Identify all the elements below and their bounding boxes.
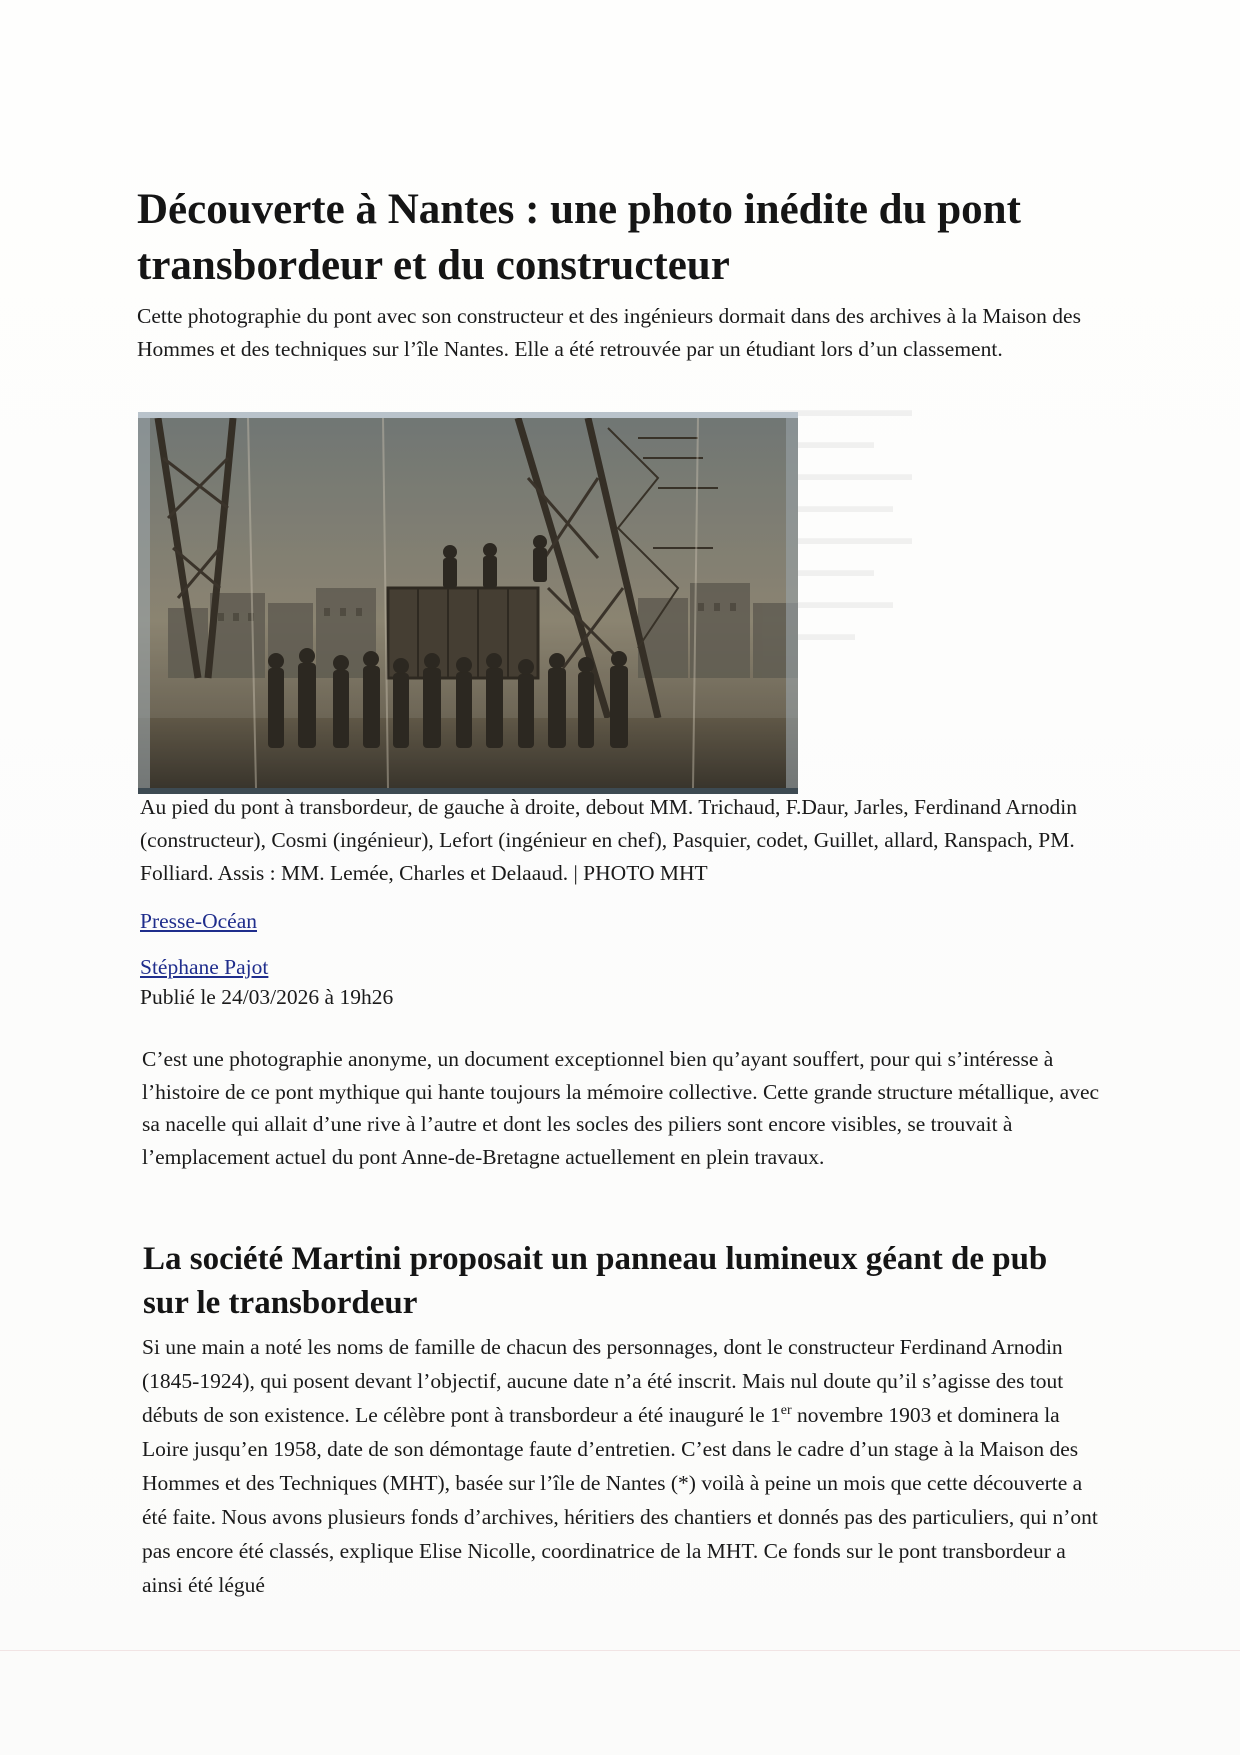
section-heading: La société Martini proposait un panneau lumineux géant de pub sur le transbordeur xyxy=(143,1241,1048,1321)
article-lede: Cette photographie du pont avec son constructeur et des ingénieurs dormait dans des archives à la Maison des Hommes et des techniques sur l’île Nantes. Elle a été retrouvée par un étudiant lors d’un classement. xyxy=(137,304,1081,361)
article-title: Découverte à Nantes : une photo inédite du pont transbordeur et du constructeur xyxy=(137,186,1021,289)
publication-link[interactable]: Presse-Océan xyxy=(140,909,258,933)
author-link[interactable]: Stéphane Pajot xyxy=(140,955,269,979)
publish-date: Publié le 24/03/2026 à 19h26 xyxy=(140,985,394,1009)
photo-caption: Au pied du pont à transbordeur, de gauche à droite, debout MM. Trichaud, F.Daur, Jarles, Ferdinand Arnodin (constructeur), Cosmi (ingénieur), Lefort (ingénieur en chef), Pasquier, codet, Guillet, allard, Ranspach, PM. Folliard. Assis : MM. Lemée, Charles et Delaaud. | PHOTO MHT xyxy=(140,795,1078,885)
paragraph-text: novembre 1903 et dominera la Loire jusqu’en 1958, date de son démontage faute d’entretien. C’est dans le cadre d’un stage à la Maison des Hommes et des Techniques (MHT), basée sur l’île de Nantes (*) voilà à peine un mois que cette découverte a été faite. Nous avons plusieurs fonds d’archives, héritiers des chantiers et donnés pas des particuliers, qui n’ont pas encore été classés, explique Elise Nicolle, coordinatrice de la MHT. Ce fonds sur le pont transbordeur a ainsi été légué xyxy=(142,1403,1098,1597)
ordinal-superscript: er xyxy=(780,1402,792,1418)
body-paragraph xyxy=(142,1330,1102,1602)
paragraph-text: Si une main a noté les noms de famille de chacun des personnages, dont le constructeur Ferdinand Arnodin (1845-1924), qui posent devant l’objectif, aucune date n’a été inscrit. Mais nul doute qu’il s’agisse des tout débuts de son existence. Le célèbre pont à transbordeur a été inauguré le 1 xyxy=(142,1335,1064,1427)
historic-photo xyxy=(138,412,798,794)
photo-illustration xyxy=(138,418,798,788)
show-through-text: ▬▬▬▬▬▬▬▬ ▬▬▬▬▬▬ ▬▬▬▬▬▬▬▬ ▬▬▬▬▬▬▬ ▬▬▬▬▬▬▬▬ ▬▬▬▬▬▬ ▬▬▬▬▬▬▬ ▬▬▬▬▬ xyxy=(760,400,912,645)
page-divider xyxy=(0,1650,1240,1651)
body-paragraph: C’est une photographie anonyme, un document exceptionnel bien qu’ayant souffert, pour qui s’intéresse à l’histoire de ce pont mythique qui hante toujours la mémoire collective. Cette grande structure métallique, avec sa nacelle qui allait d’une rive à l’autre et dont les socles des piliers sont encore visibles, se trouvait à l’emplacement actuel du pont Anne-de-Bretagne actuellement en plein travaux. xyxy=(142,1047,1100,1169)
